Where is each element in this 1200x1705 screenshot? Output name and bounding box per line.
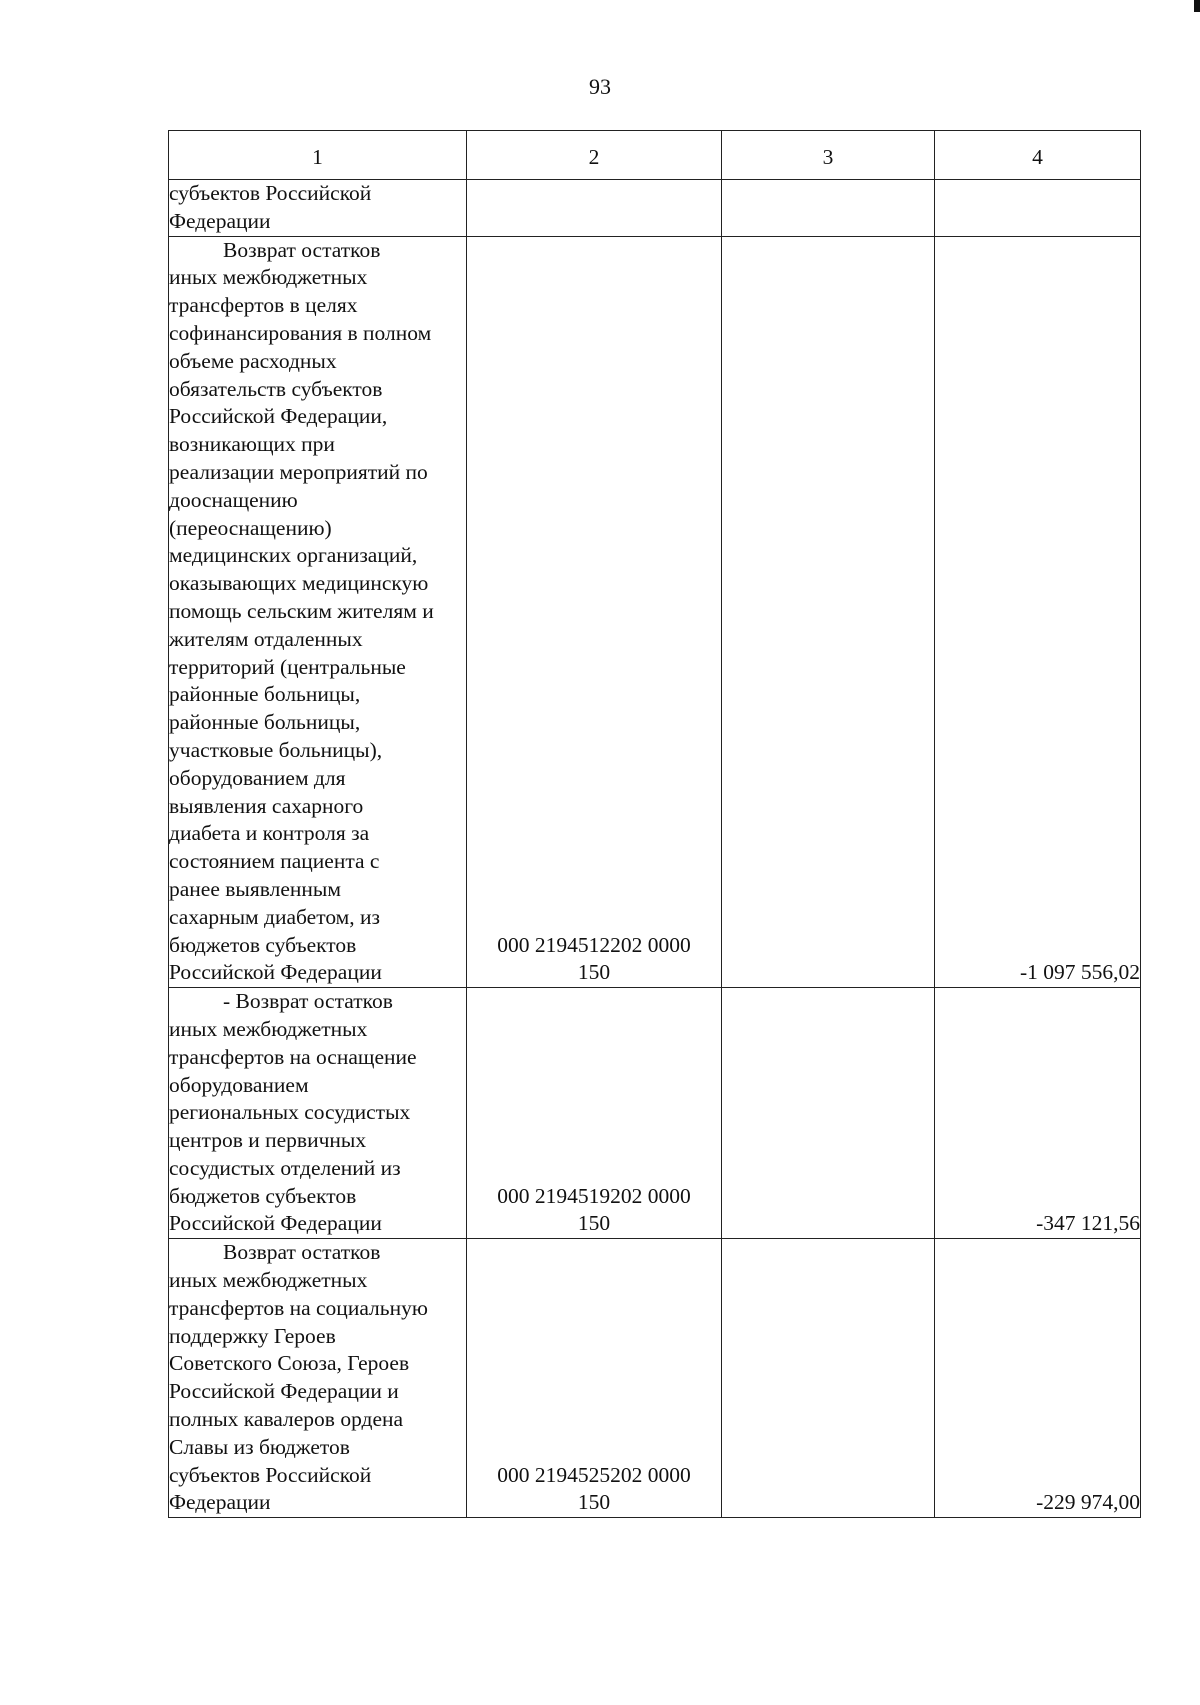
row-col3 (722, 236, 935, 988)
row-amount: -229 974,00 (935, 1239, 1141, 1518)
table-row (169, 1239, 1141, 1518)
column-header: 1 (169, 131, 467, 180)
row-col3 (722, 988, 935, 1239)
table-header-row (169, 131, 1141, 180)
row-description-lead: Возврат остатков (223, 1240, 381, 1265)
row-description-lead: - Возврат остатков (223, 989, 393, 1014)
row-budget-code (467, 180, 722, 237)
column-header: 2 (467, 131, 722, 180)
column-header: 3 (722, 131, 935, 180)
row-budget-code: 000 2194512202 0000 150 (467, 236, 722, 988)
row-col3 (722, 1239, 935, 1518)
row-budget-code: 000 2194525202 0000 150 (467, 1239, 722, 1518)
row-description-text: иных межбюджетных трансфертов в целях софинансирования в полном объеме расходных обязательств субъектов Российской Федерации, возникающих при реализации мероприятий по дооснащению (переоснащению) медицинских организаций, оказывающих медицинскую помощь сельским жителям и жителям отдаленных территорий (центральные районные больницы, районные больницы, участковые больницы), оборудованием для выявления сахарного диабета и контроля за состоянием пациента с ранее выявленным сахарным диабетом, из бюджетов субъектов Российской Федерации (169, 265, 434, 985)
row-description (169, 236, 467, 988)
row-description (169, 988, 467, 1239)
row-col3 (722, 180, 935, 237)
row-description-text: иных межбюджетных трансфертов на социальную поддержку Героев Советского Союза, Героев Российской Федерации и полных кавалеров ордена Славы из бюджетов субъектов Российской Федерации (169, 1268, 428, 1515)
row-amount: -347 121,56 (935, 988, 1141, 1239)
row-description-text: иных межбюджетных трансфертов на оснащение оборудованием региональных сосудистых центров и первичных сосудистых отделений из бюджетов субъектов Российской Федерации (169, 1016, 417, 1236)
row-amount: -1 097 556,02 (935, 236, 1141, 988)
row-description-text: субъектов Российской Федерации (169, 181, 372, 233)
page-number: 93 (589, 74, 611, 99)
row-description (169, 180, 467, 237)
table-row (169, 180, 1141, 237)
scan-edge-mark (1194, 0, 1200, 12)
row-amount (935, 180, 1141, 237)
table-row (169, 236, 1141, 988)
row-description (169, 1239, 467, 1518)
budget-table (168, 130, 1141, 1518)
column-header: 4 (935, 131, 1141, 180)
row-description-lead: Возврат остатков (223, 237, 381, 262)
row-budget-code: 000 2194519202 0000 150 (467, 988, 722, 1239)
table-row (169, 988, 1141, 1239)
